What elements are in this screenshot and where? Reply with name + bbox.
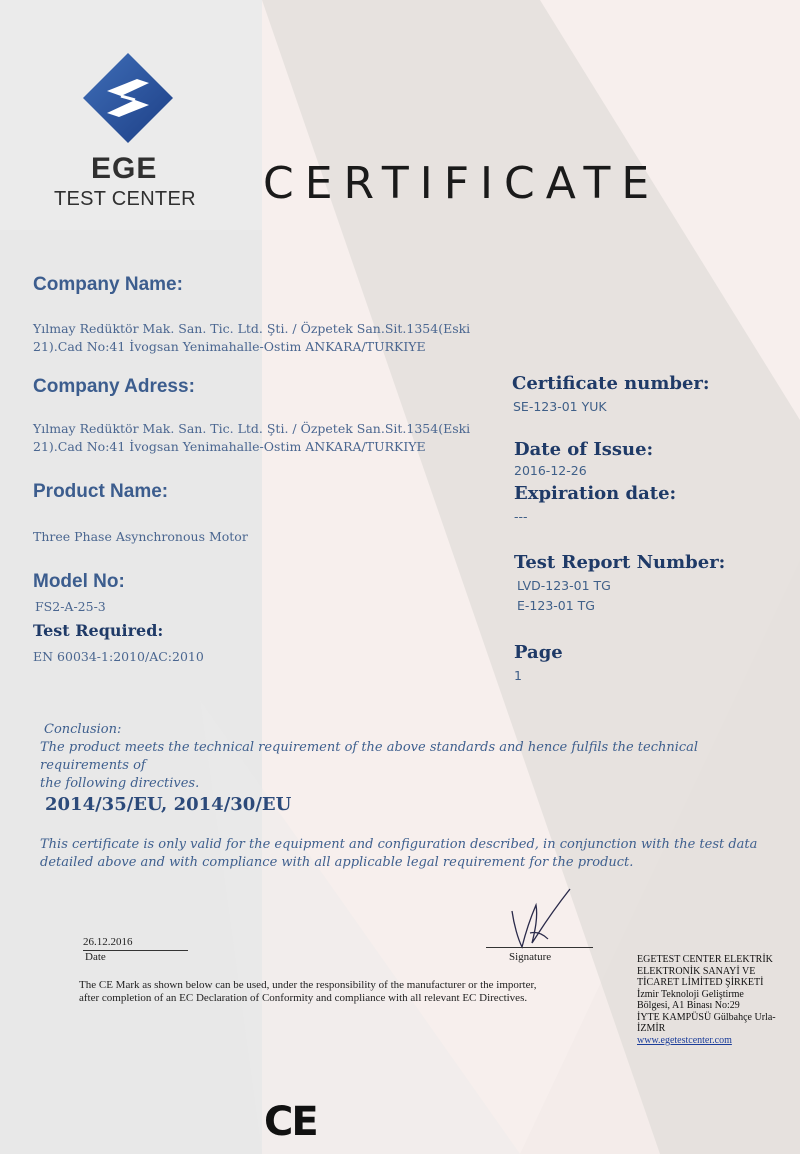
- expiration-date-label: Expiration date:: [514, 483, 677, 504]
- ce-mark-statement: The CE Mark as shown below can be used, under the responsibility of the manufacturer or the importer, after completion of an EC Declaration of Conformity and compliance with all relevant EC Directives.: [79, 979, 537, 1004]
- certificate-number-value: SE-123-01 YUK: [513, 399, 607, 414]
- website-link[interactable]: www.egetestcenter.com: [637, 1034, 732, 1046]
- conclusion-label: Conclusion:: [44, 722, 122, 737]
- model-no-label: Model No:: [33, 571, 125, 592]
- validity-statement: This certificate is only valid for the equipment and configuration described, in conjunction with the test data detailed above and with compliance with all applicable legal requirement for the product.: [40, 837, 758, 870]
- model-no-value: FS2-A-25-3: [35, 599, 106, 614]
- test-report-number-value-1: LVD-123-01 TG: [517, 578, 611, 593]
- issue-date-value: 26.12.2016: [83, 936, 188, 951]
- test-required-value: EN 60034-1:2010/AC:2010: [33, 649, 204, 664]
- test-report-number-value-2: E-123-01 TG: [517, 598, 595, 613]
- signature-label: Signature: [509, 951, 552, 963]
- product-name-value: Three Phase Asynchronous Motor: [33, 529, 248, 544]
- page-label: Page: [514, 642, 563, 663]
- date-of-issue-label: Date of Issue:: [514, 439, 654, 460]
- signature-icon: [500, 887, 575, 952]
- test-required-label: Test Required:: [33, 621, 164, 640]
- company-name-label: Company Name:: [33, 274, 183, 295]
- signature-line: [486, 947, 593, 948]
- test-report-number-label: Test Report Number:: [514, 552, 726, 573]
- page-value: 1: [514, 668, 522, 683]
- product-name-label: Product Name:: [33, 481, 169, 502]
- date-of-issue-value: 2016-12-26: [514, 463, 587, 478]
- logo-text-test-center: TEST CENTER: [54, 188, 196, 210]
- expiration-date-value: ---: [514, 509, 528, 524]
- conclusion-text: The product meets the technical requirement of the above standards and hence fulfils the technical requirements of the following directives.: [40, 740, 699, 791]
- ege-logo-icon: [83, 53, 173, 143]
- issuer-address: EGETEST CENTER ELEKTRİK ELEKTRONİK SANAYİ VE TİCARET LİMİTED ŞİRKETİ İzmir Teknoloji Geliştirme Bölgesi, A1 Binası No:29 İYTE KAMPÜSÜ Gülbahçe Urla- İZMİR www.egetestcenter.com: [637, 954, 797, 1046]
- company-name-value: Yılmay Redüktör Mak. San. Tic. Ltd. Şti. / Özpetek San.Sit.1354(Eski 21).Cad No:41 İvogsan Yenimahalle-Ostim ANKARA/TURKIYE: [33, 321, 471, 354]
- certificate-title: CERTIFICATE: [263, 158, 661, 209]
- ce-mark-icon: CE: [264, 1099, 317, 1145]
- company-address-value: Yılmay Redüktör Mak. San. Tic. Ltd. Şti. / Özpetek San.Sit.1354(Eski 21).Cad No:41 İvogsan Yenimahalle-Ostim ANKARA/TURKIYE: [33, 421, 471, 454]
- certificate-number-label: Certificate number:: [512, 373, 710, 394]
- directives: 2014/35/EU, 2014/30/EU: [45, 794, 292, 815]
- logo-text-ege: EGE: [91, 152, 158, 185]
- date-label: Date: [85, 951, 106, 963]
- company-address-label: Company Adress:: [33, 376, 195, 397]
